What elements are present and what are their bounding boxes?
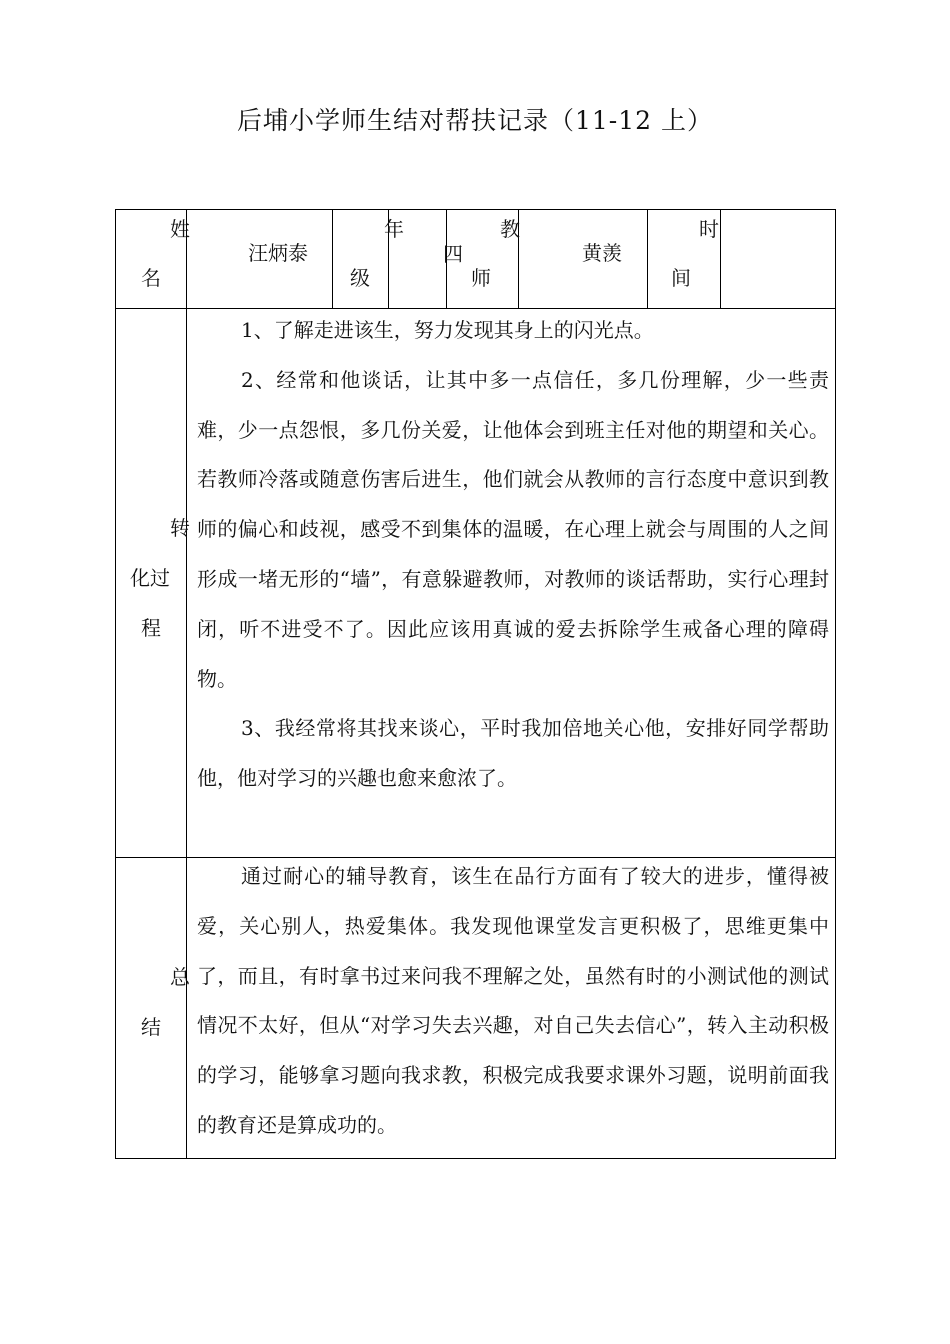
header-divider: [332, 209, 333, 309]
header-divider: [647, 209, 648, 309]
grade-label-top: 年: [384, 217, 404, 241]
student-name: 汪炳泰: [248, 241, 308, 265]
table-border-left: [115, 209, 116, 1159]
time-label-bottom: 间: [671, 266, 691, 290]
name-label-top: 姓: [170, 217, 190, 241]
label-column-divider: [186, 209, 187, 1159]
teacher-label-top: 教: [500, 217, 520, 241]
teacher-label-bottom: 师: [471, 266, 491, 290]
page-title: 后埔小学师生结对帮扶记录（11-12 上）: [236, 106, 714, 135]
process-paragraph-2: 2、经常和他谈话，让其中多一点信任，多几份理解，少一些责难，少一点怨恨，多几份关爱，让他体会到班主任对他的期望和关心。若教师冷落或随意伤害后进生，他们就会从教师的言行态度中意识到教师的偏心和歧视，感受不到集体的温暖，在心理上就会与周围的人之间形成一堵无形的“墙”，有意躲避教师，对教师的谈话帮助，实行心理封闭，听不进受不了。因此应该用真诚的爱去拆除学生戒备心理的障碍物。: [197, 367, 829, 691]
name-label-bottom: 名: [141, 266, 161, 290]
process-paragraph-3: 3、我经常将其找来谈心，平时我加倍地关心他，安排好同学帮助他，他对学习的兴趣也愈来愈浓了。: [197, 716, 829, 791]
summary-label-2: 结: [141, 1015, 161, 1039]
time-label-top: 时: [699, 217, 719, 241]
grade-label-bottom: 级: [350, 266, 370, 290]
process-content: [197, 306, 829, 804]
header-divider: [720, 209, 721, 309]
process-label-3: 程: [141, 616, 161, 640]
summary-label-1: 总: [170, 965, 190, 989]
process-label-1: 转: [170, 516, 190, 540]
summary-paragraph: 通过耐心的辅导教育，该生在品行方面有了较大的进步，懂得被爱，关心别人，热爱集体。我发现他课堂发言更积极了，思维更集中了，而且，有时拿书过来问我不理解之处，虽然有时的小测试他的测试情况不太好，但从“对学习失去兴趣，对自己失去信心”，转入主动积极的学习，能够拿习题向我求教，积极完成我要求课外习题，说明前面我的教育还是算成功的。: [197, 864, 829, 1137]
table-border-right: [835, 209, 836, 1159]
table-border-top: [115, 209, 836, 210]
summary-content: [197, 852, 829, 1151]
grade-value: 四: [443, 242, 463, 266]
process-label-2: 化过: [130, 566, 170, 590]
table-border-bottom: [115, 1158, 836, 1159]
process-paragraph-1: 1、了解走进该生，努力发现其身上的闪光点。: [241, 318, 654, 342]
teacher-name: 黄羡: [582, 241, 622, 265]
